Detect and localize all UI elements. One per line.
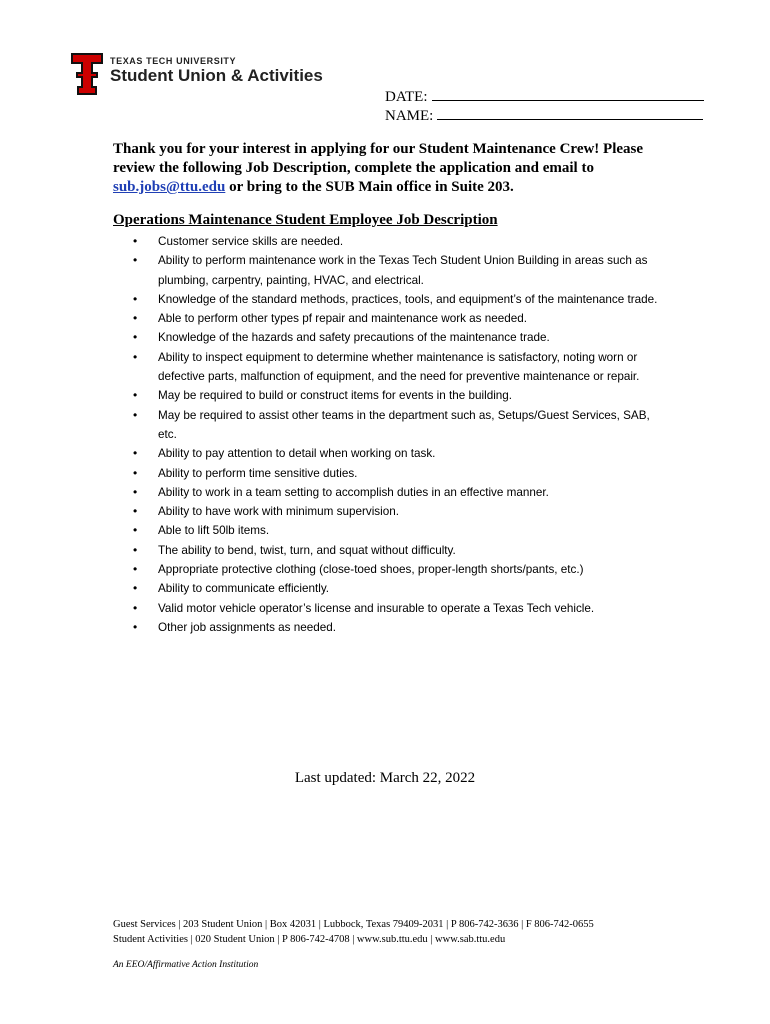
bullet-icon: •	[133, 504, 138, 519]
duty-item	[133, 464, 663, 483]
duty-text: Ability to perform maintenance work in the Texas Tech Student Union Building in areas such as plumbing, carpentry, painting, HVAC, and electrical.	[158, 254, 648, 287]
double-t-icon	[70, 52, 104, 96]
bullet-icon: •	[133, 619, 138, 634]
footer-line-student-activities: Student Activities | 020 Student Union | P 806-742-4708 | www.sub.ttu.edu | www.sab.ttu.edu	[113, 934, 506, 945]
duty-item	[133, 579, 663, 598]
footer-contact	[113, 917, 594, 947]
duty-item	[133, 541, 663, 560]
name-field	[385, 107, 703, 125]
duty-item	[133, 444, 663, 463]
duty-text: Appropriate protective clothing (close-toed shoes, proper-length shorts/pants, etc.)	[158, 563, 584, 577]
duty-text: Able to lift 50lb items.	[158, 524, 270, 538]
duty-text: Ability to work in a team setting to accomplish duties in an effective manner.	[158, 485, 549, 499]
date-field	[385, 88, 704, 106]
duty-text: Ability to communicate efficiently.	[158, 582, 330, 596]
bullet-icon: •	[133, 562, 138, 577]
email-link[interactable]: sub.jobs@ttu.edu	[113, 179, 226, 195]
bullet-icon: •	[133, 484, 138, 499]
bullet-icon: •	[133, 465, 138, 480]
duty-item	[133, 502, 663, 521]
duty-text: Valid motor vehicle operator’s license and insurable to operate a Texas Tech vehicle.	[158, 601, 595, 615]
job-description-heading: Operations Maintenance Student Employee Job Description	[113, 212, 498, 228]
last-updated: Last updated: March 22, 2022	[294, 770, 476, 786]
date-line	[432, 88, 704, 101]
duty-text: Knowledge of the standard methods, practices, tools, and equipment’s of the maintenance trade.	[158, 292, 658, 306]
bullet-icon: •	[133, 600, 138, 615]
duty-item	[133, 406, 663, 445]
bullet-icon: •	[133, 523, 138, 538]
duty-text: May be required to assist other teams in the department such as, Setups/Guest Services, SAB, etc.	[158, 408, 650, 441]
eeo-statement: An EEO/Affirmative Action Institution	[113, 960, 259, 970]
duty-item	[133, 328, 663, 347]
duty-item	[133, 618, 663, 637]
duties-list	[133, 232, 663, 637]
duty-item	[133, 290, 663, 309]
duty-text: Ability to inspect equipment to determine whether maintenance is satisfactory, noting worn or defective parts, malfunction of equipment, and the need for preventive maintenance or repair.	[158, 350, 640, 384]
bullet-icon: •	[133, 253, 138, 268]
duty-text: Able to perform other types pf repair and maintenance work as needed.	[158, 312, 528, 326]
duty-text: May be required to build or construct items for events in the building.	[158, 389, 513, 403]
bullet-icon: •	[133, 311, 138, 326]
duty-item	[133, 560, 663, 579]
intro-text: Thank you for your interest in applying for our Student Maintenance Crew! Please review the following Job Description, complete the application and email to	[113, 141, 644, 176]
duty-item	[133, 232, 663, 251]
bullet-icon: •	[133, 291, 138, 306]
duty-text: Ability to pay attention to detail when working on task.	[158, 447, 436, 461]
duty-item	[133, 483, 663, 502]
intro-text-end: or bring to the SUB Main office in Suite 203.	[225, 179, 514, 195]
bullet-icon: •	[133, 330, 138, 345]
footer-line-guest-services: Guest Services | 203 Student Union | Box 42031 | Lubbock, Texas 79409-2031 | P 806-742-3636 | F 806-742-0655	[113, 919, 594, 930]
bullet-icon: •	[133, 349, 138, 364]
duty-item	[133, 309, 663, 328]
name-label: NAME:	[385, 108, 434, 124]
university-name: TEXAS TECH UNIVERSITY	[110, 56, 237, 66]
intro-paragraph	[113, 140, 673, 197]
duty-text: Other job assignments as needed.	[158, 620, 337, 634]
duty-item	[133, 386, 663, 405]
duty-item	[133, 348, 663, 387]
duty-item	[133, 599, 663, 618]
duty-text: The ability to bend, twist, turn, and squat without difficulty.	[158, 543, 456, 557]
bullet-icon: •	[133, 234, 138, 248]
bullet-icon: •	[133, 446, 138, 461]
duty-text: Customer service skills are needed.	[158, 235, 344, 248]
bullet-icon: •	[133, 542, 138, 557]
department-name: Student Union & Activities	[110, 66, 323, 85]
bullet-icon: •	[133, 581, 138, 596]
bullet-icon: •	[133, 388, 138, 403]
duty-item	[133, 251, 663, 290]
texas-tech-logo	[70, 52, 323, 98]
name-line	[437, 107, 703, 120]
duty-text: Knowledge of the hazards and safety precautions of the maintenance trade.	[158, 331, 550, 345]
date-label: DATE:	[385, 89, 428, 105]
bullet-icon: •	[133, 407, 138, 422]
duty-text: Ability to perform time sensitive duties.	[158, 466, 358, 480]
duty-item	[133, 521, 663, 540]
duty-text: Ability to have work with minimum supervision.	[158, 505, 399, 519]
